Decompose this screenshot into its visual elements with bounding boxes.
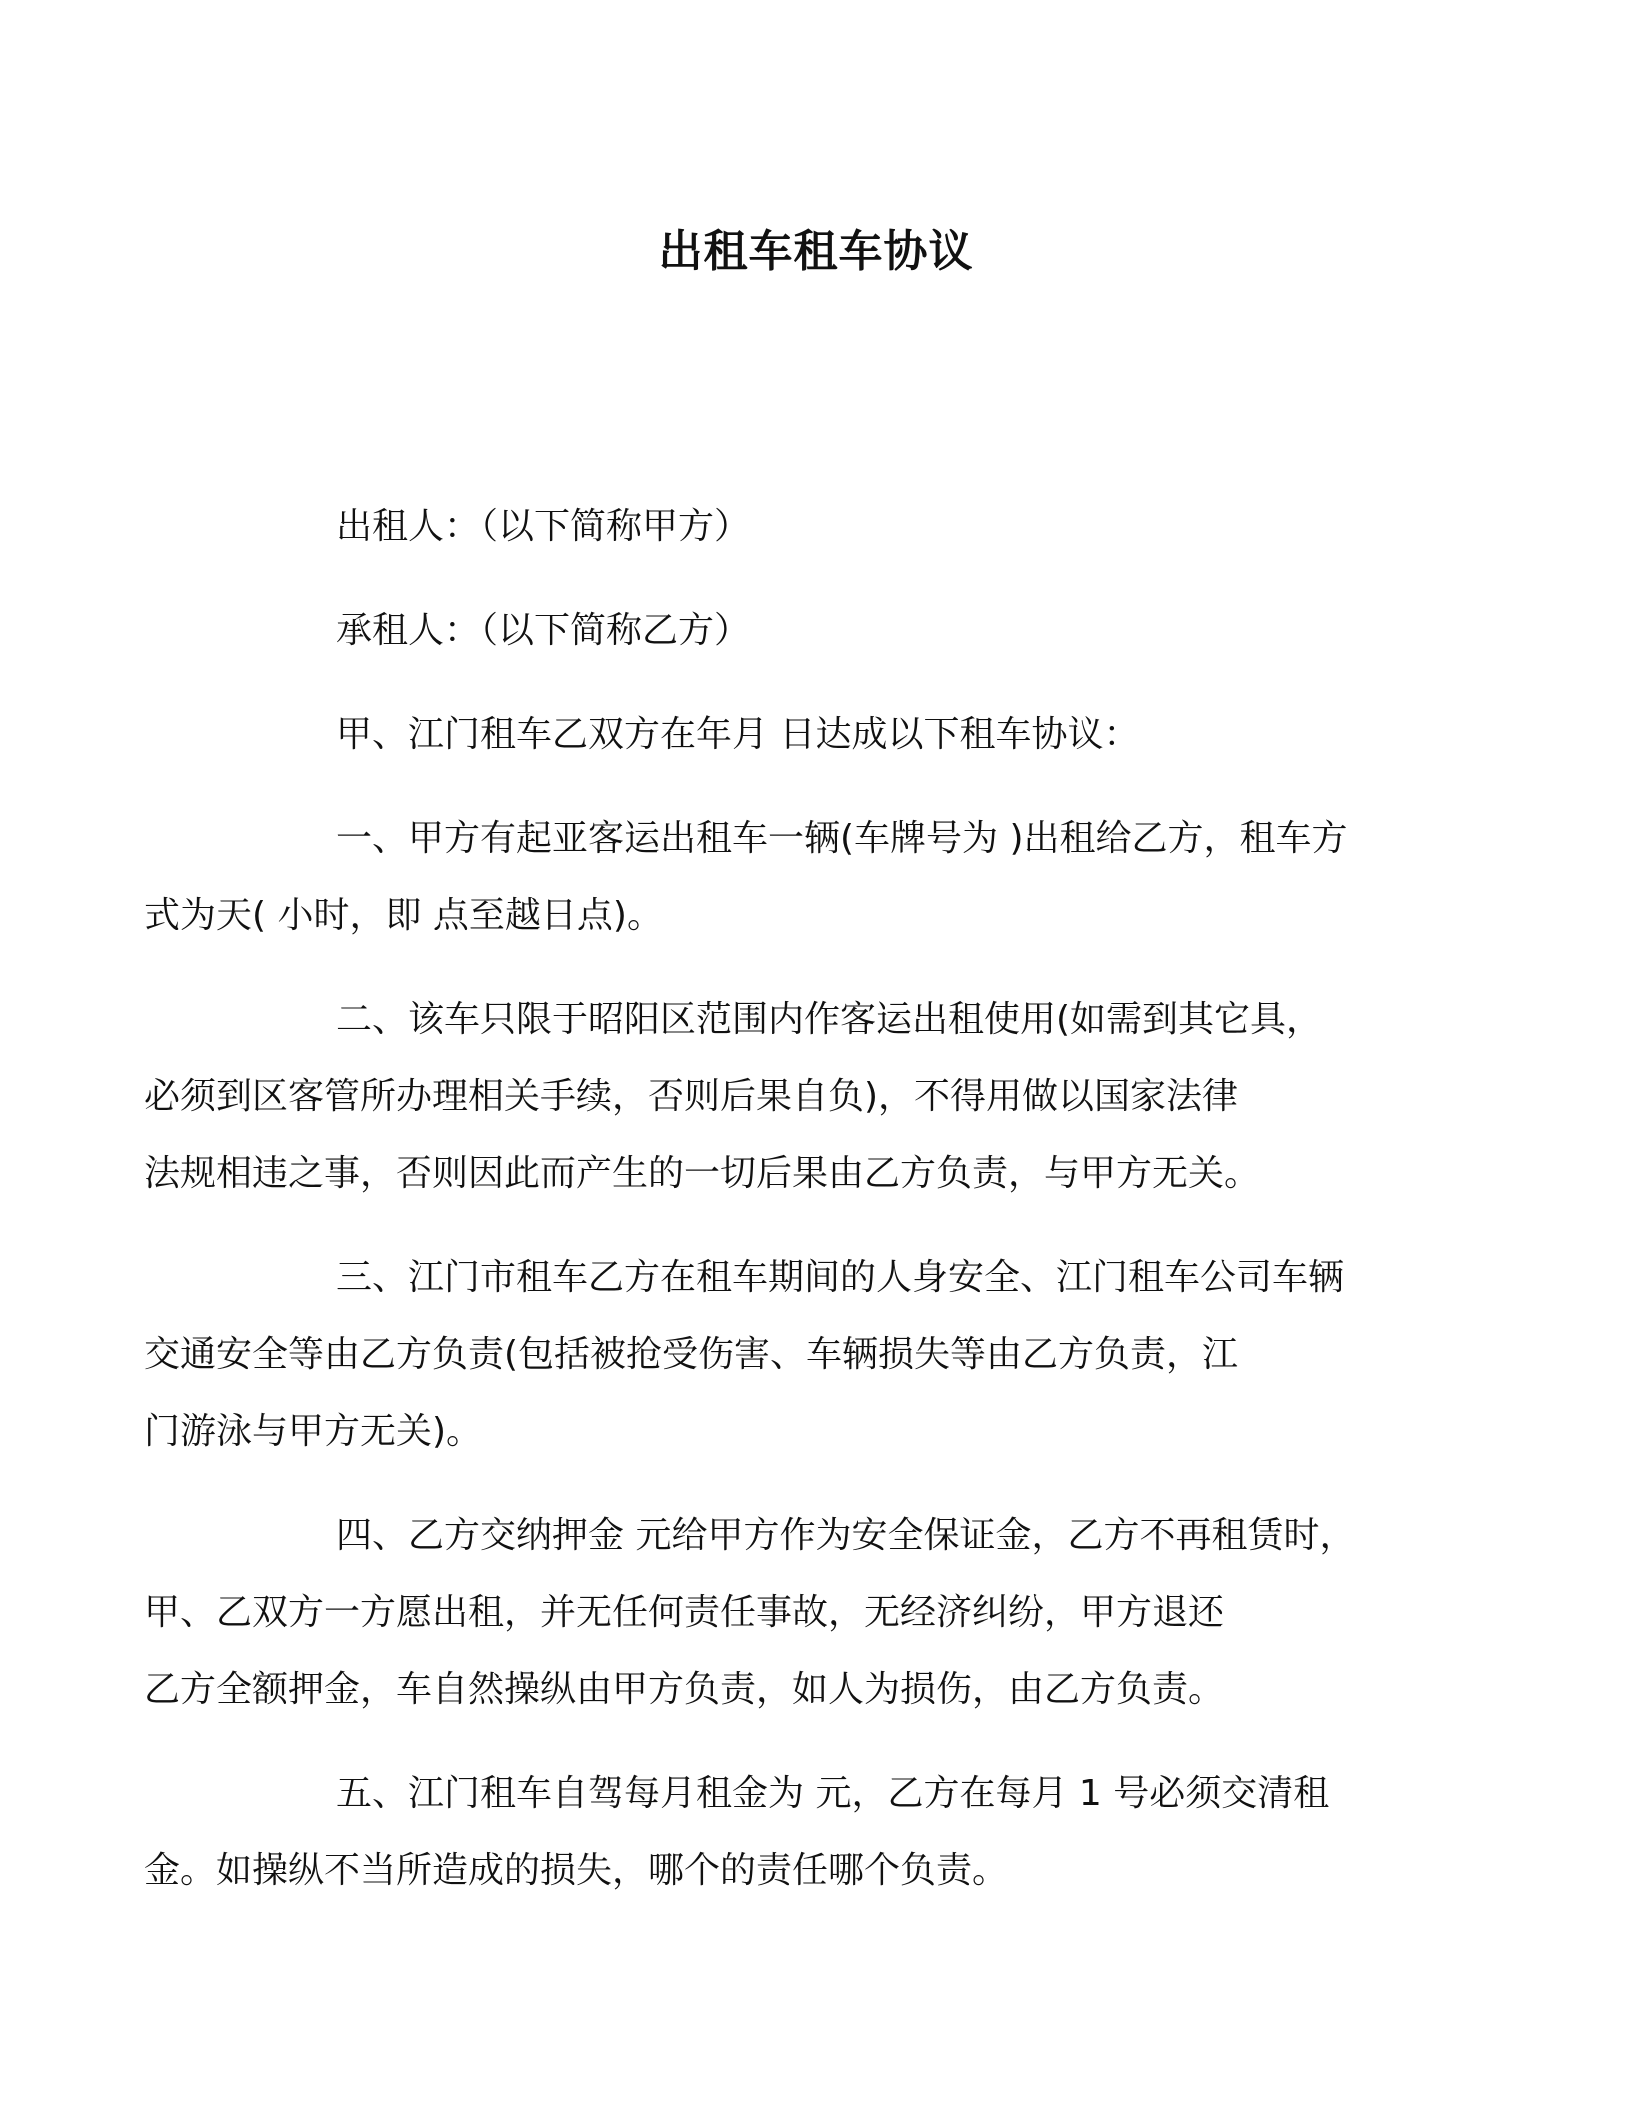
document-body	[144, 488, 1380, 1936]
paragraph-line: 五、江门租车自驾每月租金为 元，乙方在每月 1 号必须交清租	[336, 1773, 1330, 1814]
paragraph-line: 必须到区客管所办理相关手续，否则后果自负)，不得用做以国家法律	[144, 1076, 1239, 1117]
clause-3	[144, 1239, 1380, 1470]
paragraph-line: 四、乙方交纳押金 元给甲方作为安全保证金，乙方不再租赁时，	[336, 1515, 1356, 1556]
paragraph-intro	[240, 696, 1380, 773]
clause-5	[144, 1755, 1380, 1909]
document-title: 出租车租车协议	[658, 226, 974, 277]
paragraph-line: 交通安全等由乙方负责(包括被抢受伤害、车辆损失等由乙方负责，江	[144, 1334, 1239, 1375]
paragraph-line: 出租人：（以下简称甲方）	[336, 506, 751, 547]
paragraph-line: 三、江门市租车乙方在租车期间的人身安全、江门租车公司车辆	[336, 1257, 1345, 1298]
paragraph-lessor	[240, 488, 1380, 565]
paragraph-line: 门游泳与甲方无关)。	[144, 1411, 483, 1452]
paragraph-line: 二、该车只限于昭阳区范围内作客运出租使用(如需到其它具，	[336, 999, 1323, 1040]
paragraph-line: 一、甲方有起亚客运出租车一辆(车牌号为 )出租给乙方，租车方	[336, 818, 1348, 859]
paragraph-line: 乙方全额押金，车自然操纵由甲方负责，如人为损伤，由乙方负责。	[144, 1669, 1225, 1710]
paragraph-lessee	[240, 592, 1380, 669]
paragraph-line: 法规相违之事，否则因此而产生的一切后果由乙方负责，与甲方无关。	[144, 1153, 1261, 1194]
clause-1	[144, 800, 1380, 954]
paragraph-line: 金。如操纵不当所造成的损失，哪个的责任哪个负责。	[144, 1850, 1009, 1891]
paragraph-line: 承租人：（以下简称乙方）	[336, 610, 751, 651]
paragraph-line: 甲、乙双方一方愿出租，并无任何责任事故，无经济纠纷，甲方退还	[144, 1592, 1225, 1633]
paragraph-line: 甲、江门租车乙双方在年月 日达成以下租车协议：	[336, 714, 1140, 755]
clause-2	[144, 981, 1380, 1212]
clause-4	[144, 1497, 1380, 1728]
paragraph-line: 式为天( 小时，即 点至越日点)。	[144, 895, 663, 936]
